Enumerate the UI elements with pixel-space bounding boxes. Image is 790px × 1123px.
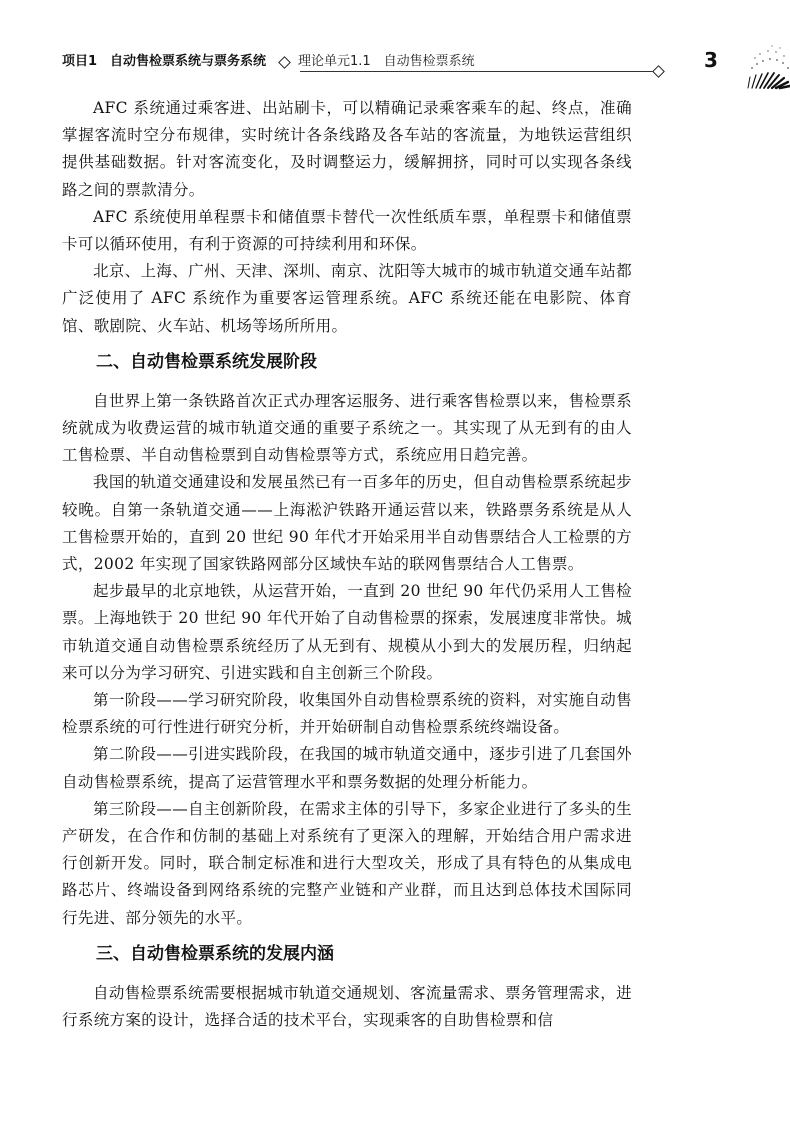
- section-heading: 二、自动售检票系统发展阶段: [96, 351, 317, 372]
- section-heading: 三、自动售检票系统的发展内涵: [96, 943, 334, 964]
- header-diamond-icon: [278, 56, 291, 69]
- body-paragraph: 自动售检票系统需要根据城市轨道交通规划、客流量需求、票务管理需求，进行系统方案的设计，选择合适的技术平台，实现乘客的自助售检票和信: [62, 983, 632, 1030]
- unit-title: 理论单元1.1 自动售检票系统: [298, 54, 475, 69]
- body-paragraph: AFC 系统通过乘客进、出站刷卡，可以精确记录乘客乘车的起、终点，准确掌握客流时空分布规律，实时统计各条线路及各车站的客流量，为地铁运营组织提供基础数据。针对客流变化，及时调整运力，缓解拥挤，同时可以实现各条线路之间的票款清分。: [62, 99, 632, 199]
- body-paragraph: 北京、上海、广州、天津、深圳、南京、沈阳等大城市的城市轨道交通车站都广泛使用了 AFC 系统作为重要客运管理系统。AFC 系统还能在电影院、体育馆、歌剧院、火车站、机场等场所所用。: [62, 262, 632, 335]
- body-paragraph: 第一阶段——学习研究阶段，收集国外自动售检票系统的资料，对实施自动售检票系统的可行性进行研究分析，并开始研制自动售检票系统终端设备。: [62, 691, 632, 737]
- body-paragraph: 第三阶段——自主创新阶段，在需求主体的引导下，多家企业进行了多头的生产研发，在合作和仿制的基础上对系统有了更深入的理解，开始结合用户需求进行创新开发。同时，联合制定标准和进行大型攻关，形成了具有特色的从集成电路芯片、终端设备到网络系统的完整产业链和产业群，而且达到总体技术国际同行先进、部分领先的水平。: [62, 799, 632, 927]
- sunburst-decoration-icon: [746, 44, 790, 90]
- body-paragraph: 起步最早的北京地铁，从运营开始，一直到 20 世纪 90 年代仍采用人工售检票。上海地铁于 20 世纪 90 年代开始了自动售检票的探索，发展速度非常快。城市轨道交通自动售检票系统经历了从无到有、规模从小到大的发展历程，归纳起来可以分为学习研究、引进实践和自主创新三个阶段。: [62, 582, 632, 682]
- header-rule: [300, 71, 655, 72]
- body-paragraph: AFC 系统使用单程票卡和储值票卡替代一次性纸质车票，单程票卡和储值票卡可以循环使用，有利于资源的可持续利用和环保。: [62, 207, 632, 254]
- page-header: [62, 38, 730, 78]
- body-paragraph: 自世界上第一条铁路首次正式办理客运服务、进行乘客售检票以来，售检票系统就成为收费运营的城市轨道交通的重要子系统之一。其实现了从无到有的由人工售检票、半自动售检票到自动售检票等方式，系统应用日趋完善。: [62, 391, 632, 465]
- project-title: 项目1 自动售检票系统与票务系统: [62, 54, 267, 69]
- body-paragraph: 第二阶段——引进实践阶段，在我国的城市轨道交通中，逐步引进了几套国外自动售检票系统，提高了运营管理水平和票务数据的处理分析能力。: [62, 745, 632, 791]
- page-number: 3: [704, 48, 718, 72]
- header-end-diamond-icon: [652, 65, 665, 78]
- body-paragraph: 我国的轨道交通建设和发展虽然已有一百多年的历史，但自动售检票系统起步较晚。自第一条轨道交通——上海淞沪铁路开通运营以来，铁路票务系统是从人工售检票开始的，直到 20 世纪 90 年代才开始采用半自动售票结合人工检票的方式，2002 年实现了国家铁路网部分区域快车站的联网售票结合人工售票。: [62, 473, 632, 574]
- page-body: [62, 95, 632, 1034]
